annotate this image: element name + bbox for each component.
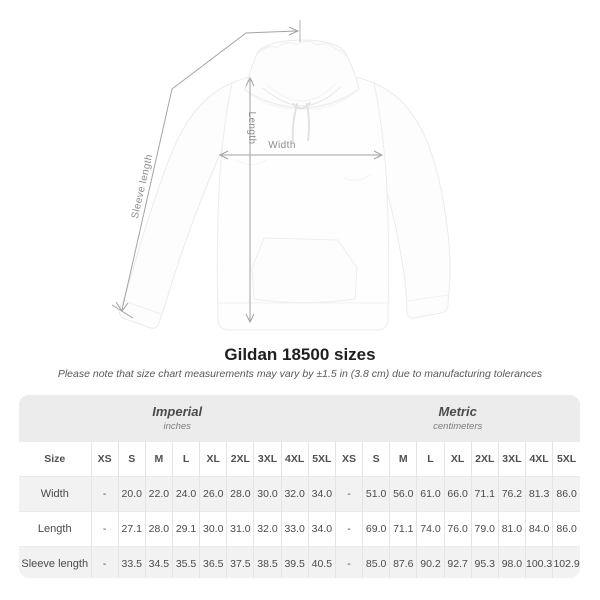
tolerance-note: Please note that size chart measurements may vary by ±1.5 in (3.8 cm) due to manufacturing tolerances [57,368,543,380]
measurement-cell: 74.0 [417,512,444,547]
measurement-cell: 71.1 [471,477,498,512]
measurement-cell: 37.5 [227,547,254,579]
imperial-unit-label: inches [163,421,191,432]
measurement-cell: 61.0 [417,477,444,512]
measurement-cell: 79.0 [471,512,498,547]
length-label: Length [246,111,257,145]
measurement-cell: - [335,477,362,512]
measurement-cell: - [91,512,118,547]
row-label: Sleeve length [19,547,91,579]
measurement-cell: - [91,477,118,512]
hoodie-illustration [119,40,450,330]
measurement-cell: 32.0 [254,512,281,547]
measurement-cell: 34.5 [145,547,172,579]
size-table-container [19,395,580,578]
measurement-cell: 69.0 [363,512,390,547]
measurement-cell: 38.5 [254,547,281,579]
size-header: XL [200,442,227,477]
measurement-cell: 40.5 [308,547,335,579]
imperial-group-header [19,395,335,442]
measurement-cell: 28.0 [227,477,254,512]
size-header: XS [335,442,362,477]
measurement-cell: 71.1 [390,512,417,547]
measurement-cell: 33.0 [281,512,308,547]
size-header: M [390,442,417,477]
measurement-cell: 29.1 [172,512,199,547]
size-header: S [363,442,390,477]
measurement-cell: 30.0 [254,477,281,512]
measurement-cell: 27.1 [118,512,145,547]
sleeve-length-label: Sleeve length [129,153,156,220]
width-label: Width [268,140,296,151]
measurement-cell: 31.0 [227,512,254,547]
measurement-cell: 86.0 [553,477,580,512]
metric-unit-label: centimeters [433,421,483,432]
measurement-cell: 30.0 [200,512,227,547]
measurement-cell: 22.0 [145,477,172,512]
measurement-cell: 81.3 [526,477,553,512]
measurement-cell: 84.0 [526,512,553,547]
imperial-label: Imperial [152,404,203,419]
metric-group-header [335,395,580,442]
size-table [19,395,580,578]
measurement-cell: 33.5 [118,547,145,579]
measurement-cell: - [335,512,362,547]
measurement-cell: 87.6 [390,547,417,579]
size-column-header: Size [19,442,91,477]
measurement-cell: 36.5 [200,547,227,579]
measurement-cell: - [91,547,118,579]
size-header: XL [444,442,471,477]
measurement-cell: 85.0 [363,547,390,579]
size-header: S [118,442,145,477]
size-header: 4XL [281,442,308,477]
unit-group-header-row [19,395,580,442]
table-row-sleeve-length [19,547,580,579]
table-row-length [19,512,580,547]
measurement-cell: 102.9 [553,547,580,579]
measurement-cell: - [335,547,362,579]
size-chart-title: Gildan 18500 sizes [224,345,376,364]
measurement-cell: 56.0 [390,477,417,512]
measurement-cell: 66.0 [444,477,471,512]
metric-label: Metric [438,404,477,419]
size-header: M [145,442,172,477]
size-header: 2XL [471,442,498,477]
measurement-cell: 20.0 [118,477,145,512]
measurement-cell: 26.0 [200,477,227,512]
measurement-cell: 86.0 [553,512,580,547]
measurement-cell: 92.7 [444,547,471,579]
measurement-cell: 76.0 [444,512,471,547]
hoodie-kangaroo-pocket [252,238,357,303]
measurement-cell: 51.0 [363,477,390,512]
size-header: 4XL [526,442,553,477]
size-header: 3XL [498,442,525,477]
size-header: XS [91,442,118,477]
size-header: L [417,442,444,477]
size-header-row [19,442,580,477]
size-header: 3XL [254,442,281,477]
size-header: 2XL [227,442,254,477]
measurement-cell: 24.0 [172,477,199,512]
measurement-cell: 28.0 [145,512,172,547]
size-header: L [172,442,199,477]
measurement-cell: 34.0 [308,477,335,512]
measurement-cell: 76.2 [498,477,525,512]
row-label: Width [19,477,91,512]
table-row-width [19,477,580,512]
measurement-cell: 35.5 [172,547,199,579]
measurement-cell: 34.0 [308,512,335,547]
measurement-cell: 90.2 [417,547,444,579]
measurement-cell: 81.0 [498,512,525,547]
size-header: 5XL [553,442,580,477]
measurement-cell: 100.3 [526,547,553,579]
measurement-cell: 39.5 [281,547,308,579]
measurement-cell: 98.0 [498,547,525,579]
size-header: 5XL [308,442,335,477]
measurement-cell: 32.0 [281,477,308,512]
measurement-cell: 95.3 [471,547,498,579]
row-label: Length [37,523,72,535]
